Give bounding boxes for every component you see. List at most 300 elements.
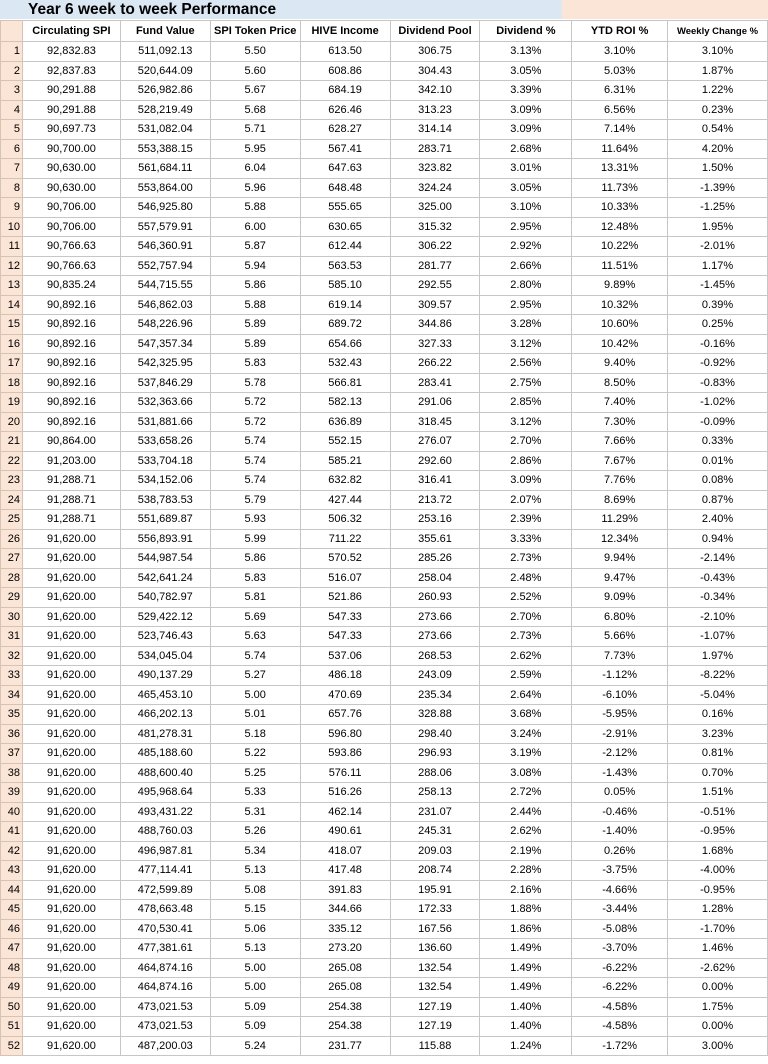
cell-circulating-spi[interactable]: 91,203.00 bbox=[22, 451, 120, 471]
cell-circulating-spi[interactable]: 91,620.00 bbox=[22, 861, 120, 881]
cell-row-number[interactable]: 25 bbox=[1, 510, 23, 530]
cell-circulating-spi[interactable]: 90,706.00 bbox=[22, 217, 120, 237]
cell-dividend-pool[interactable]: 283.71 bbox=[390, 139, 480, 159]
cell-dividend-pct[interactable]: 3.24% bbox=[480, 724, 572, 744]
cell-dividend-pool[interactable]: 318.45 bbox=[390, 412, 480, 432]
cell-weekly-change[interactable]: 3.23% bbox=[668, 724, 768, 744]
cell-dividend-pct[interactable]: 1.24% bbox=[480, 1036, 572, 1056]
cell-row-number[interactable]: 28 bbox=[1, 568, 23, 588]
cell-hive-income[interactable]: 486.18 bbox=[300, 666, 390, 686]
cell-row-number[interactable]: 14 bbox=[1, 295, 23, 315]
cell-dividend-pool[interactable]: 288.06 bbox=[390, 763, 480, 783]
cell-spi-token-price[interactable]: 5.22 bbox=[210, 744, 300, 764]
cell-dividend-pct[interactable]: 2.68% bbox=[480, 139, 572, 159]
cell-dividend-pct[interactable]: 2.39% bbox=[480, 510, 572, 530]
cell-dividend-pct[interactable]: 2.72% bbox=[480, 783, 572, 803]
cell-weekly-change[interactable]: 0.16% bbox=[668, 705, 768, 725]
cell-ytd-roi[interactable]: -6.22% bbox=[572, 958, 668, 978]
cell-fund-value[interactable]: 531,082.04 bbox=[120, 120, 210, 140]
cell-row-number[interactable]: 34 bbox=[1, 685, 23, 705]
cell-circulating-spi[interactable]: 90,892.16 bbox=[22, 373, 120, 393]
cell-dividend-pct[interactable]: 3.01% bbox=[480, 159, 572, 179]
cell-weekly-change[interactable]: -4.00% bbox=[668, 861, 768, 881]
cell-spi-token-price[interactable]: 5.74 bbox=[210, 432, 300, 452]
cell-row-number[interactable]: 4 bbox=[1, 100, 23, 120]
cell-hive-income[interactable]: 648.48 bbox=[300, 178, 390, 198]
cell-dividend-pool[interactable]: 309.57 bbox=[390, 295, 480, 315]
cell-fund-value[interactable]: 533,658.26 bbox=[120, 432, 210, 452]
cell-weekly-change[interactable]: 0.39% bbox=[668, 295, 768, 315]
cell-hive-income[interactable]: 532.43 bbox=[300, 354, 390, 374]
cell-dividend-pct[interactable]: 2.62% bbox=[480, 646, 572, 666]
cell-dividend-pct[interactable]: 3.39% bbox=[480, 81, 572, 101]
cell-fund-value[interactable]: 534,152.06 bbox=[120, 471, 210, 491]
cell-spi-token-price[interactable]: 5.96 bbox=[210, 178, 300, 198]
cell-dividend-pool[interactable]: 327.33 bbox=[390, 334, 480, 354]
cell-dividend-pct[interactable]: 3.09% bbox=[480, 100, 572, 120]
cell-spi-token-price[interactable]: 5.78 bbox=[210, 373, 300, 393]
cell-fund-value[interactable]: 542,641.24 bbox=[120, 568, 210, 588]
cell-fund-value[interactable]: 470,530.41 bbox=[120, 919, 210, 939]
cell-hive-income[interactable]: 265.08 bbox=[300, 958, 390, 978]
cell-fund-value[interactable]: 542,325.95 bbox=[120, 354, 210, 374]
cell-ytd-roi[interactable]: 10.42% bbox=[572, 334, 668, 354]
cell-weekly-change[interactable]: -0.43% bbox=[668, 568, 768, 588]
cell-row-number[interactable]: 6 bbox=[1, 139, 23, 159]
cell-dividend-pool[interactable]: 313.23 bbox=[390, 100, 480, 120]
cell-spi-token-price[interactable]: 6.00 bbox=[210, 217, 300, 237]
cell-ytd-roi[interactable]: 9.47% bbox=[572, 568, 668, 588]
cell-circulating-spi[interactable]: 91,620.00 bbox=[22, 724, 120, 744]
cell-row-number[interactable]: 38 bbox=[1, 763, 23, 783]
cell-circulating-spi[interactable]: 91,620.00 bbox=[22, 685, 120, 705]
cell-dividend-pct[interactable]: 2.75% bbox=[480, 373, 572, 393]
cell-circulating-spi[interactable]: 90,892.16 bbox=[22, 412, 120, 432]
cell-circulating-spi[interactable]: 91,620.00 bbox=[22, 958, 120, 978]
cell-fund-value[interactable]: 532,363.66 bbox=[120, 393, 210, 413]
cell-circulating-spi[interactable]: 91,620.00 bbox=[22, 997, 120, 1017]
cell-row-number[interactable]: 32 bbox=[1, 646, 23, 666]
cell-dividend-pool[interactable]: 283.41 bbox=[390, 373, 480, 393]
cell-spi-token-price[interactable]: 5.34 bbox=[210, 841, 300, 861]
cell-row-number[interactable]: 51 bbox=[1, 1017, 23, 1037]
cell-dividend-pool[interactable]: 172.33 bbox=[390, 900, 480, 920]
cell-weekly-change[interactable]: -0.95% bbox=[668, 880, 768, 900]
cell-row-number[interactable]: 49 bbox=[1, 978, 23, 998]
cell-circulating-spi[interactable]: 91,620.00 bbox=[22, 978, 120, 998]
cell-row-number[interactable]: 5 bbox=[1, 120, 23, 140]
cell-dividend-pool[interactable]: 276.07 bbox=[390, 432, 480, 452]
cell-ytd-roi[interactable]: -1.12% bbox=[572, 666, 668, 686]
cell-dividend-pct[interactable]: 2.56% bbox=[480, 354, 572, 374]
cell-circulating-spi[interactable]: 90,892.16 bbox=[22, 354, 120, 374]
cell-row-number[interactable]: 13 bbox=[1, 276, 23, 296]
cell-hive-income[interactable]: 585.21 bbox=[300, 451, 390, 471]
cell-spi-token-price[interactable]: 5.72 bbox=[210, 393, 300, 413]
cell-circulating-spi[interactable]: 90,291.88 bbox=[22, 81, 120, 101]
cell-spi-token-price[interactable]: 5.06 bbox=[210, 919, 300, 939]
cell-row-number[interactable]: 47 bbox=[1, 939, 23, 959]
cell-weekly-change[interactable]: 0.94% bbox=[668, 529, 768, 549]
cell-hive-income[interactable]: 567.41 bbox=[300, 139, 390, 159]
cell-ytd-roi[interactable]: 5.03% bbox=[572, 61, 668, 81]
cell-weekly-change[interactable]: -2.14% bbox=[668, 549, 768, 569]
cell-hive-income[interactable]: 547.33 bbox=[300, 627, 390, 647]
cell-dividend-pool[interactable]: 285.26 bbox=[390, 549, 480, 569]
cell-spi-token-price[interactable]: 5.15 bbox=[210, 900, 300, 920]
cell-row-number[interactable]: 42 bbox=[1, 841, 23, 861]
cell-fund-value[interactable]: 531,881.66 bbox=[120, 412, 210, 432]
cell-row-number[interactable]: 52 bbox=[1, 1036, 23, 1056]
cell-circulating-spi[interactable]: 92,832.83 bbox=[22, 42, 120, 62]
cell-fund-value[interactable]: 540,782.97 bbox=[120, 588, 210, 608]
cell-dividend-pool[interactable]: 127.19 bbox=[390, 1017, 480, 1037]
cell-fund-value[interactable]: 520,644.09 bbox=[120, 61, 210, 81]
cell-weekly-change[interactable]: -1.70% bbox=[668, 919, 768, 939]
cell-ytd-roi[interactable]: 11.73% bbox=[572, 178, 668, 198]
cell-row-number[interactable]: 48 bbox=[1, 958, 23, 978]
cell-ytd-roi[interactable]: -3.70% bbox=[572, 939, 668, 959]
cell-spi-token-price[interactable]: 5.25 bbox=[210, 763, 300, 783]
cell-fund-value[interactable]: 533,704.18 bbox=[120, 451, 210, 471]
cell-dividend-pool[interactable]: 136.60 bbox=[390, 939, 480, 959]
cell-spi-token-price[interactable]: 5.69 bbox=[210, 607, 300, 627]
cell-fund-value[interactable]: 495,968.64 bbox=[120, 783, 210, 803]
cell-hive-income[interactable]: 582.13 bbox=[300, 393, 390, 413]
cell-dividend-pool[interactable]: 316.41 bbox=[390, 471, 480, 491]
cell-dividend-pct[interactable]: 3.09% bbox=[480, 120, 572, 140]
cell-hive-income[interactable]: 417.48 bbox=[300, 861, 390, 881]
cell-spi-token-price[interactable]: 5.83 bbox=[210, 354, 300, 374]
cell-weekly-change[interactable]: 0.70% bbox=[668, 763, 768, 783]
cell-dividend-pct[interactable]: 2.19% bbox=[480, 841, 572, 861]
cell-spi-token-price[interactable]: 5.13 bbox=[210, 939, 300, 959]
cell-dividend-pct[interactable]: 2.73% bbox=[480, 627, 572, 647]
cell-dividend-pct[interactable]: 3.33% bbox=[480, 529, 572, 549]
cell-dividend-pool[interactable]: 268.53 bbox=[390, 646, 480, 666]
cell-circulating-spi[interactable]: 91,620.00 bbox=[22, 822, 120, 842]
cell-weekly-change[interactable]: 3.00% bbox=[668, 1036, 768, 1056]
cell-dividend-pct[interactable]: 1.88% bbox=[480, 900, 572, 920]
cell-weekly-change[interactable]: -8.22% bbox=[668, 666, 768, 686]
cell-ytd-roi[interactable]: 3.10% bbox=[572, 42, 668, 62]
cell-dividend-pool[interactable]: 273.66 bbox=[390, 607, 480, 627]
cell-weekly-change[interactable]: -2.01% bbox=[668, 237, 768, 257]
cell-fund-value[interactable]: 547,357.34 bbox=[120, 334, 210, 354]
cell-hive-income[interactable]: 418.07 bbox=[300, 841, 390, 861]
cell-fund-value[interactable]: 523,746.43 bbox=[120, 627, 210, 647]
cell-row-number[interactable]: 7 bbox=[1, 159, 23, 179]
cell-row-number[interactable]: 17 bbox=[1, 354, 23, 374]
cell-spi-token-price[interactable]: 5.01 bbox=[210, 705, 300, 725]
cell-spi-token-price[interactable]: 5.79 bbox=[210, 490, 300, 510]
cell-hive-income[interactable]: 231.77 bbox=[300, 1036, 390, 1056]
cell-weekly-change[interactable]: 0.01% bbox=[668, 451, 768, 471]
cell-weekly-change[interactable]: 0.33% bbox=[668, 432, 768, 452]
cell-circulating-spi[interactable]: 90,630.00 bbox=[22, 159, 120, 179]
cell-row-number[interactable]: 11 bbox=[1, 237, 23, 257]
cell-row-number[interactable]: 3 bbox=[1, 81, 23, 101]
cell-dividend-pool[interactable]: 292.60 bbox=[390, 451, 480, 471]
cell-weekly-change[interactable]: 0.08% bbox=[668, 471, 768, 491]
cell-weekly-change[interactable]: 1.28% bbox=[668, 900, 768, 920]
cell-circulating-spi[interactable]: 90,835.24 bbox=[22, 276, 120, 296]
cell-dividend-pct[interactable]: 2.64% bbox=[480, 685, 572, 705]
cell-spi-token-price[interactable]: 5.00 bbox=[210, 685, 300, 705]
cell-hive-income[interactable]: 427.44 bbox=[300, 490, 390, 510]
cell-weekly-change[interactable]: 0.87% bbox=[668, 490, 768, 510]
cell-dividend-pct[interactable]: 3.05% bbox=[480, 178, 572, 198]
cell-ytd-roi[interactable]: -2.12% bbox=[572, 744, 668, 764]
cell-spi-token-price[interactable]: 5.24 bbox=[210, 1036, 300, 1056]
cell-row-number[interactable]: 36 bbox=[1, 724, 23, 744]
cell-spi-token-price[interactable]: 5.89 bbox=[210, 315, 300, 335]
cell-dividend-pct[interactable]: 2.70% bbox=[480, 432, 572, 452]
cell-weekly-change[interactable]: -5.04% bbox=[668, 685, 768, 705]
cell-dividend-pct[interactable]: 2.16% bbox=[480, 880, 572, 900]
cell-fund-value[interactable]: 553,388.15 bbox=[120, 139, 210, 159]
cell-row-number[interactable]: 27 bbox=[1, 549, 23, 569]
cell-weekly-change[interactable]: 1.46% bbox=[668, 939, 768, 959]
cell-ytd-roi[interactable]: 10.22% bbox=[572, 237, 668, 257]
cell-dividend-pct[interactable]: 1.49% bbox=[480, 978, 572, 998]
cell-row-number[interactable]: 39 bbox=[1, 783, 23, 803]
cell-hive-income[interactable]: 521.86 bbox=[300, 588, 390, 608]
cell-circulating-spi[interactable]: 91,288.71 bbox=[22, 471, 120, 491]
cell-fund-value[interactable]: 537,846.29 bbox=[120, 373, 210, 393]
cell-dividend-pool[interactable]: 253.16 bbox=[390, 510, 480, 530]
cell-fund-value[interactable]: 546,925.80 bbox=[120, 198, 210, 218]
cell-dividend-pct[interactable]: 3.12% bbox=[480, 412, 572, 432]
cell-row-number[interactable]: 33 bbox=[1, 666, 23, 686]
cell-ytd-roi[interactable]: -1.72% bbox=[572, 1036, 668, 1056]
cell-ytd-roi[interactable]: 8.50% bbox=[572, 373, 668, 393]
cell-hive-income[interactable]: 570.52 bbox=[300, 549, 390, 569]
cell-weekly-change[interactable]: 2.40% bbox=[668, 510, 768, 530]
cell-dividend-pct[interactable]: 2.92% bbox=[480, 237, 572, 257]
cell-ytd-roi[interactable]: 9.40% bbox=[572, 354, 668, 374]
cell-hive-income[interactable]: 689.72 bbox=[300, 315, 390, 335]
cell-ytd-roi[interactable]: 6.31% bbox=[572, 81, 668, 101]
cell-dividend-pool[interactable]: 306.22 bbox=[390, 237, 480, 257]
cell-ytd-roi[interactable]: 0.05% bbox=[572, 783, 668, 803]
cell-ytd-roi[interactable]: 7.66% bbox=[572, 432, 668, 452]
cell-hive-income[interactable]: 711.22 bbox=[300, 529, 390, 549]
cell-dividend-pct[interactable]: 2.80% bbox=[480, 276, 572, 296]
cell-weekly-change[interactable]: 0.81% bbox=[668, 744, 768, 764]
cell-weekly-change[interactable]: -0.83% bbox=[668, 373, 768, 393]
cell-dividend-pool[interactable]: 258.04 bbox=[390, 568, 480, 588]
cell-hive-income[interactable]: 647.63 bbox=[300, 159, 390, 179]
cell-ytd-roi[interactable]: 7.14% bbox=[572, 120, 668, 140]
cell-dividend-pool[interactable]: 127.19 bbox=[390, 997, 480, 1017]
cell-row-number[interactable]: 9 bbox=[1, 198, 23, 218]
cell-hive-income[interactable]: 537.06 bbox=[300, 646, 390, 666]
cell-spi-token-price[interactable]: 5.13 bbox=[210, 861, 300, 881]
cell-hive-income[interactable]: 563.53 bbox=[300, 256, 390, 276]
cell-fund-value[interactable]: 490,137.29 bbox=[120, 666, 210, 686]
cell-weekly-change[interactable]: -1.02% bbox=[668, 393, 768, 413]
header-spi-token-price[interactable]: SPI Token Price bbox=[210, 21, 300, 42]
cell-hive-income[interactable]: 391.83 bbox=[300, 880, 390, 900]
cell-hive-income[interactable]: 596.80 bbox=[300, 724, 390, 744]
cell-weekly-change[interactable]: 1.97% bbox=[668, 646, 768, 666]
cell-dividend-pool[interactable]: 281.77 bbox=[390, 256, 480, 276]
cell-dividend-pool[interactable]: 231.07 bbox=[390, 802, 480, 822]
cell-weekly-change[interactable]: 1.95% bbox=[668, 217, 768, 237]
cell-fund-value[interactable]: 561,684.11 bbox=[120, 159, 210, 179]
cell-dividend-pct[interactable]: 3.28% bbox=[480, 315, 572, 335]
cell-hive-income[interactable]: 613.50 bbox=[300, 42, 390, 62]
cell-row-number[interactable]: 22 bbox=[1, 451, 23, 471]
cell-hive-income[interactable]: 555.65 bbox=[300, 198, 390, 218]
cell-fund-value[interactable]: 485,188.60 bbox=[120, 744, 210, 764]
cell-ytd-roi[interactable]: 9.09% bbox=[572, 588, 668, 608]
cell-dividend-pool[interactable]: 243.09 bbox=[390, 666, 480, 686]
cell-hive-income[interactable]: 254.38 bbox=[300, 1017, 390, 1037]
cell-dividend-pool[interactable]: 132.54 bbox=[390, 978, 480, 998]
cell-ytd-roi[interactable]: 13.31% bbox=[572, 159, 668, 179]
cell-dividend-pct[interactable]: 2.59% bbox=[480, 666, 572, 686]
cell-hive-income[interactable]: 547.33 bbox=[300, 607, 390, 627]
cell-spi-token-price[interactable]: 5.88 bbox=[210, 295, 300, 315]
cell-spi-token-price[interactable]: 5.88 bbox=[210, 198, 300, 218]
cell-fund-value[interactable]: 473,021.53 bbox=[120, 997, 210, 1017]
cell-ytd-roi[interactable]: -3.44% bbox=[572, 900, 668, 920]
cell-dividend-pct[interactable]: 3.05% bbox=[480, 61, 572, 81]
cell-spi-token-price[interactable]: 5.83 bbox=[210, 568, 300, 588]
cell-circulating-spi[interactable]: 91,620.00 bbox=[22, 588, 120, 608]
cell-weekly-change[interactable]: 0.00% bbox=[668, 978, 768, 998]
sheet-title[interactable]: Year 6 week to week Performance bbox=[28, 1, 277, 18]
cell-dividend-pool[interactable]: 266.22 bbox=[390, 354, 480, 374]
cell-row-number[interactable]: 16 bbox=[1, 334, 23, 354]
cell-weekly-change[interactable]: 0.25% bbox=[668, 315, 768, 335]
cell-circulating-spi[interactable]: 91,620.00 bbox=[22, 919, 120, 939]
cell-spi-token-price[interactable]: 5.81 bbox=[210, 588, 300, 608]
cell-spi-token-price[interactable]: 5.50 bbox=[210, 42, 300, 62]
cell-dividend-pool[interactable]: 324.24 bbox=[390, 178, 480, 198]
cell-row-number[interactable]: 21 bbox=[1, 432, 23, 452]
cell-hive-income[interactable]: 608.86 bbox=[300, 61, 390, 81]
cell-circulating-spi[interactable]: 90,892.16 bbox=[22, 295, 120, 315]
cell-row-number[interactable]: 46 bbox=[1, 919, 23, 939]
cell-row-number[interactable]: 29 bbox=[1, 588, 23, 608]
header-ytd-roi[interactable]: YTD ROI % bbox=[572, 21, 668, 42]
cell-spi-token-price[interactable]: 5.09 bbox=[210, 997, 300, 1017]
cell-dividend-pool[interactable]: 355.61 bbox=[390, 529, 480, 549]
cell-dividend-pool[interactable]: 208.74 bbox=[390, 861, 480, 881]
cell-row-number[interactable]: 15 bbox=[1, 315, 23, 335]
cell-ytd-roi[interactable]: 0.26% bbox=[572, 841, 668, 861]
cell-circulating-spi[interactable]: 91,620.00 bbox=[22, 763, 120, 783]
cell-spi-token-price[interactable]: 5.95 bbox=[210, 139, 300, 159]
cell-circulating-spi[interactable]: 90,892.16 bbox=[22, 393, 120, 413]
cell-circulating-spi[interactable]: 91,620.00 bbox=[22, 783, 120, 803]
cell-fund-value[interactable]: 465,453.10 bbox=[120, 685, 210, 705]
cell-ytd-roi[interactable]: -4.58% bbox=[572, 997, 668, 1017]
cell-row-number[interactable]: 37 bbox=[1, 744, 23, 764]
cell-row-number[interactable]: 20 bbox=[1, 412, 23, 432]
cell-weekly-change[interactable]: 1.17% bbox=[668, 256, 768, 276]
cell-dividend-pct[interactable]: 2.70% bbox=[480, 607, 572, 627]
cell-hive-income[interactable]: 265.08 bbox=[300, 978, 390, 998]
cell-circulating-spi[interactable]: 90,766.63 bbox=[22, 237, 120, 257]
cell-ytd-roi[interactable]: -1.40% bbox=[572, 822, 668, 842]
cell-fund-value[interactable]: 544,715.55 bbox=[120, 276, 210, 296]
cell-dividend-pct[interactable]: 3.08% bbox=[480, 763, 572, 783]
cell-ytd-roi[interactable]: 7.67% bbox=[572, 451, 668, 471]
cell-row-number[interactable]: 41 bbox=[1, 822, 23, 842]
cell-weekly-change[interactable]: -0.16% bbox=[668, 334, 768, 354]
header-dividend-pool[interactable]: Dividend Pool bbox=[390, 21, 480, 42]
cell-weekly-change[interactable]: 0.00% bbox=[668, 1017, 768, 1037]
cell-ytd-roi[interactable]: 7.40% bbox=[572, 393, 668, 413]
cell-row-number[interactable]: 44 bbox=[1, 880, 23, 900]
cell-spi-token-price[interactable]: 5.26 bbox=[210, 822, 300, 842]
cell-weekly-change[interactable]: -0.95% bbox=[668, 822, 768, 842]
cell-dividend-pool[interactable]: 292.55 bbox=[390, 276, 480, 296]
cell-row-number[interactable]: 24 bbox=[1, 490, 23, 510]
cell-weekly-change[interactable]: 1.50% bbox=[668, 159, 768, 179]
cell-circulating-spi[interactable]: 90,864.00 bbox=[22, 432, 120, 452]
cell-ytd-roi[interactable]: 10.32% bbox=[572, 295, 668, 315]
cell-hive-income[interactable]: 490.61 bbox=[300, 822, 390, 842]
cell-row-number[interactable]: 8 bbox=[1, 178, 23, 198]
cell-hive-income[interactable]: 654.66 bbox=[300, 334, 390, 354]
cell-ytd-roi[interactable]: 5.66% bbox=[572, 627, 668, 647]
cell-hive-income[interactable]: 630.65 bbox=[300, 217, 390, 237]
cell-fund-value[interactable]: 546,360.91 bbox=[120, 237, 210, 257]
cell-ytd-roi[interactable]: -6.22% bbox=[572, 978, 668, 998]
cell-hive-income[interactable]: 636.89 bbox=[300, 412, 390, 432]
cell-weekly-change[interactable]: -2.62% bbox=[668, 958, 768, 978]
cell-fund-value[interactable]: 478,663.48 bbox=[120, 900, 210, 920]
cell-circulating-spi[interactable]: 90,706.00 bbox=[22, 198, 120, 218]
header-hive-income[interactable]: HIVE Income bbox=[300, 21, 390, 42]
cell-fund-value[interactable]: 526,982.86 bbox=[120, 81, 210, 101]
cell-ytd-roi[interactable]: -6.10% bbox=[572, 685, 668, 705]
cell-ytd-roi[interactable]: -3.75% bbox=[572, 861, 668, 881]
cell-spi-token-price[interactable]: 5.60 bbox=[210, 61, 300, 81]
cell-dividend-pct[interactable]: 2.28% bbox=[480, 861, 572, 881]
cell-circulating-spi[interactable]: 91,620.00 bbox=[22, 627, 120, 647]
cell-weekly-change[interactable]: -1.07% bbox=[668, 627, 768, 647]
cell-dividend-pool[interactable]: 235.34 bbox=[390, 685, 480, 705]
cell-dividend-pct[interactable]: 2.66% bbox=[480, 256, 572, 276]
cell-circulating-spi[interactable]: 90,291.88 bbox=[22, 100, 120, 120]
cell-row-number[interactable]: 19 bbox=[1, 393, 23, 413]
cell-dividend-pct[interactable]: 1.86% bbox=[480, 919, 572, 939]
cell-circulating-spi[interactable]: 91,620.00 bbox=[22, 880, 120, 900]
cell-spi-token-price[interactable]: 5.87 bbox=[210, 237, 300, 257]
cell-fund-value[interactable]: 556,893.91 bbox=[120, 529, 210, 549]
cell-hive-income[interactable]: 576.11 bbox=[300, 763, 390, 783]
cell-weekly-change[interactable]: -2.10% bbox=[668, 607, 768, 627]
cell-spi-token-price[interactable]: 5.68 bbox=[210, 100, 300, 120]
cell-fund-value[interactable]: 473,021.53 bbox=[120, 1017, 210, 1037]
cell-row-number[interactable]: 1 bbox=[1, 42, 23, 62]
cell-circulating-spi[interactable]: 90,892.16 bbox=[22, 334, 120, 354]
cell-dividend-pct[interactable]: 2.73% bbox=[480, 549, 572, 569]
cell-ytd-roi[interactable]: 7.73% bbox=[572, 646, 668, 666]
cell-dividend-pct[interactable]: 2.52% bbox=[480, 588, 572, 608]
cell-hive-income[interactable]: 335.12 bbox=[300, 919, 390, 939]
cell-dividend-pool[interactable]: 296.93 bbox=[390, 744, 480, 764]
cell-fund-value[interactable]: 528,219.49 bbox=[120, 100, 210, 120]
cell-weekly-change[interactable]: -1.25% bbox=[668, 198, 768, 218]
cell-row-number[interactable]: 23 bbox=[1, 471, 23, 491]
